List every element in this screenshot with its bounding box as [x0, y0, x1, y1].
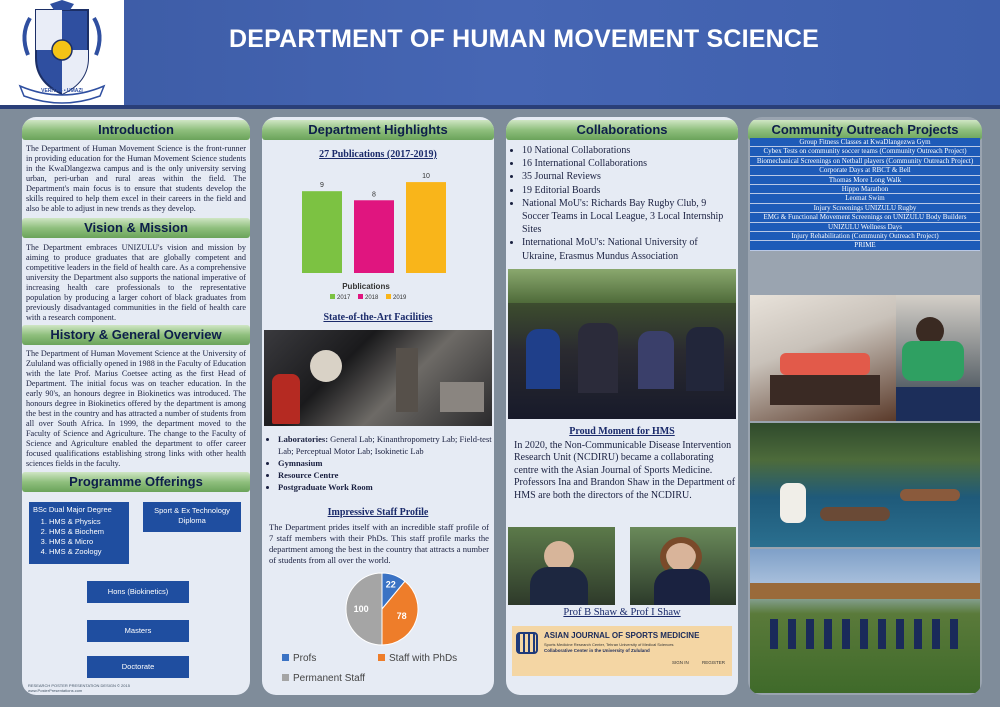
- legend-swatch-2019: [386, 294, 391, 299]
- footer-line2: www.PosterPresentations.com: [28, 688, 83, 693]
- legend-label-2017: 2017: [337, 295, 351, 301]
- collaboration-item: • National MoU's: Richards Bay Rugby Club, 9 Soccer Teams in Local League, 3 Local Internship Sites: [522, 197, 734, 237]
- bsc-item: 2. HMS & Biochem: [49, 527, 125, 537]
- staff-pie-chart: [270, 569, 492, 693]
- bar-value-label: 8: [372, 191, 376, 199]
- staff-title: Impressive Staff Profile: [327, 507, 429, 518]
- hons-box: Hons (Biokinetics): [87, 581, 189, 603]
- journal-name: ASIAN JOURNAL OF SPORTS MEDICINE: [544, 631, 700, 640]
- pie-legend-swatch: [282, 674, 289, 681]
- pie-legend-swatch: [282, 654, 289, 661]
- outreach-item: UNIZULU Wellness Days: [750, 223, 980, 232]
- bsc-degree-box: [29, 502, 129, 564]
- outreach-item: Cybex Tests on community soccer teams (Community Outreach Project): [750, 147, 980, 156]
- collaboration-item: • International MoU's: National University of Ukraine, Erasmus Mundus Association: [522, 236, 734, 262]
- bsc-item: 4. HMS & Zoology: [49, 547, 125, 557]
- outreach-screening-photo: [750, 295, 896, 421]
- pie-value-label: 22: [385, 579, 396, 590]
- bar-value-label: 9: [320, 182, 324, 190]
- facilities-list: [266, 433, 492, 493]
- poster-title: DEPARTMENT OF HUMAN MOVEMENT SCIENCE: [228, 25, 820, 53]
- outreach-item: Leomat Swim: [750, 194, 980, 203]
- university-logo: [0, 0, 124, 105]
- outreach-item: Injury Screenings UNIZULU Rugby: [750, 204, 980, 213]
- bar-chart-xlabel: Publications: [342, 282, 390, 291]
- bsc-item: 3. HMS & Micro: [49, 537, 125, 547]
- column-collaborations: [506, 117, 738, 695]
- proud-moment-title: Proud Moment for HMS: [569, 426, 675, 437]
- pie-legend-label: Profs: [293, 653, 317, 664]
- masters-box: Masters: [87, 620, 189, 642]
- collaborations-list: [510, 144, 734, 263]
- bar-value-label: 10: [422, 173, 430, 181]
- publications-bar-chart: [290, 163, 450, 301]
- bsc-item: 1. HMS & Physics: [49, 517, 125, 527]
- journal-logo-icon: [516, 632, 538, 654]
- bsc-title: BSc Dual Major Degree: [33, 505, 112, 514]
- introduction-heading: Introduction: [22, 120, 250, 140]
- pie-value-label: 78: [396, 611, 407, 622]
- programmes-heading: Programme Offerings: [22, 472, 250, 492]
- outreach-item: Biomechanical Screenings on Netball players (Community Outreach Project): [750, 157, 980, 166]
- legend-swatch-2018: [358, 294, 363, 299]
- legend-label-2019: 2019: [393, 295, 407, 301]
- vision-text: The Department embraces UNIZULU's vision and mission by aiming to produce graduates that are globally competent and competitive leaders in the field of health care. As a comprehensive university the Department also supports the national imperative of increasing health care professionals to the representative population by producing a larger cohort of black graduates from previously disadvantaged communities in the field of health care with a research component.: [26, 243, 246, 322]
- collaborations-group-photo: [508, 269, 736, 419]
- collaboration-item: • 16 International Collaborations: [522, 157, 734, 170]
- pie-legend-label: Staff with PhDs: [389, 653, 458, 664]
- outreach-heading: Community Outreach Projects: [748, 120, 982, 140]
- collaboration-item: • 10 National Collaborations: [522, 144, 734, 157]
- journal-subline1: Sports Medicine Research Center, Tehran University of Medical Sciences: [544, 642, 674, 647]
- collaboration-item: • 35 Journal Reviews: [522, 170, 734, 183]
- journal-register-link[interactable]: REGISTER: [702, 660, 726, 665]
- collaborations-heading: Collaborations: [506, 120, 738, 140]
- vision-heading: Vision & Mission: [22, 218, 250, 238]
- history-heading: History & General Overview: [22, 325, 250, 345]
- facilities-title: State-of-the-Art Facilities: [323, 312, 433, 323]
- highlights-heading: Department Highlights: [262, 120, 494, 140]
- doctorate-box: Doctorate: [87, 656, 189, 678]
- journal-signin-link[interactable]: SIGN IN: [672, 660, 689, 665]
- column-outreach: [748, 117, 982, 695]
- publications-title: 27 Publications (2017-2019): [319, 149, 437, 160]
- footer-line1: RESEARCH POSTER PRESENTATION DESIGN © 2015: [28, 683, 130, 688]
- outreach-list: [750, 138, 980, 251]
- outreach-walk-photo: [750, 549, 980, 693]
- pie-legend-label: Permanent Staff: [293, 673, 366, 684]
- facility-item: • Laboratories: General Lab; Kinanthropometry Lab; Field-test Lab; Perceptual Motor Lab; Isokinetic Lab: [278, 433, 492, 457]
- outreach-item: Corporate Days at RBCT & Bell: [750, 166, 980, 175]
- facilities-photo: [264, 330, 492, 426]
- pie-legend-swatch: [378, 654, 385, 661]
- outreach-item: Group Fitness Classes at KwaDlangezwa Gym: [750, 138, 980, 147]
- facility-item: • Resource Centre: [278, 469, 492, 481]
- bar-2019: [406, 182, 446, 273]
- history-text: The Department of Human Movement Science at the University of Zululand was officially opened in 1988 in the Faculty of Education with the late Prof. Marius Coetsee acting as the first Head of Department. The initial focus was on teacher education. In the early 90's, an honours degree in Biokinetics was introduced. The honours degree in Biokinetics offered by the department is among the best in the country and has attracted a number of students from all over South Africa. In 1999, the department moved to the Faculty of Science and Agriculture. The change to the Faculty of Science and Agriculture enabled the department to offer career focused qualifications establishing strong links with other health sciences fields in the faculty.: [26, 349, 246, 468]
- bar-2017: [302, 191, 342, 273]
- outreach-swim-photo: [750, 423, 980, 547]
- logo-motto: VERITAS • UMAZI: [41, 88, 83, 94]
- outreach-item: Thomas More Long Walk: [750, 176, 980, 185]
- outreach-item: PRIME: [750, 241, 980, 250]
- facility-item: • Gymnasium: [278, 457, 492, 469]
- outreach-item: Injury Rehabilitation (Community Outreach Project): [750, 232, 980, 241]
- outreach-item: EMG & Functional Movement Screenings on UNIZULU Body Builders: [750, 213, 980, 222]
- column-highlights: [262, 117, 494, 695]
- header-divider: [0, 105, 1000, 109]
- proud-moment-text: In 2020, the Non-Communicable Disease Intervention Research Unit (NCDIRU) became a collaborating centre with the Asian Journal of Sports Medicine. Professors Ina and Brandon Shaw in the Department of HMS are both the directors of the NCDIRU.: [514, 440, 736, 501]
- diploma-box: Sport & Ex Technology Diploma: [143, 502, 241, 532]
- legend-swatch-2017: [330, 294, 335, 299]
- legend-label-2018: 2018: [365, 295, 379, 301]
- collaboration-item: • 19 Editorial Boards: [522, 184, 734, 197]
- outreach-item: Hippo Marathon: [750, 185, 980, 194]
- prof-b-shaw-photo: [508, 527, 615, 605]
- introduction-text: The Department of Human Movement Science is the front-runner in providing education for the Human Movement Science students in the KwaDlangezwa campus and is the only university serving urban, peri-urban and rural areas within the field. The Department's main focus is to ensure that students develop the skills required to help them excel in their careers in the field and also be able to adjust in new trends as they develop.: [26, 144, 246, 213]
- profs-caption: Prof B Shaw & Prof I Shaw: [563, 607, 681, 618]
- pie-value-label: 100: [353, 604, 369, 614]
- journal-subline2: Collaborative Center in the University of Zululand: [544, 648, 650, 653]
- column-intro: [22, 117, 250, 695]
- bar-2018: [354, 200, 394, 273]
- prof-i-shaw-photo: [630, 527, 736, 605]
- journal-banner: [512, 626, 732, 676]
- facility-item: • Postgraduate Work Room: [278, 481, 492, 493]
- outreach-rehab-photo: [896, 295, 980, 421]
- staff-text: The Department prides itself with an incredible staff profile of 7 staff members with their PhDs. This staff profile marks the department among the best in the country that attracts a number of students from all over the world.: [269, 522, 489, 565]
